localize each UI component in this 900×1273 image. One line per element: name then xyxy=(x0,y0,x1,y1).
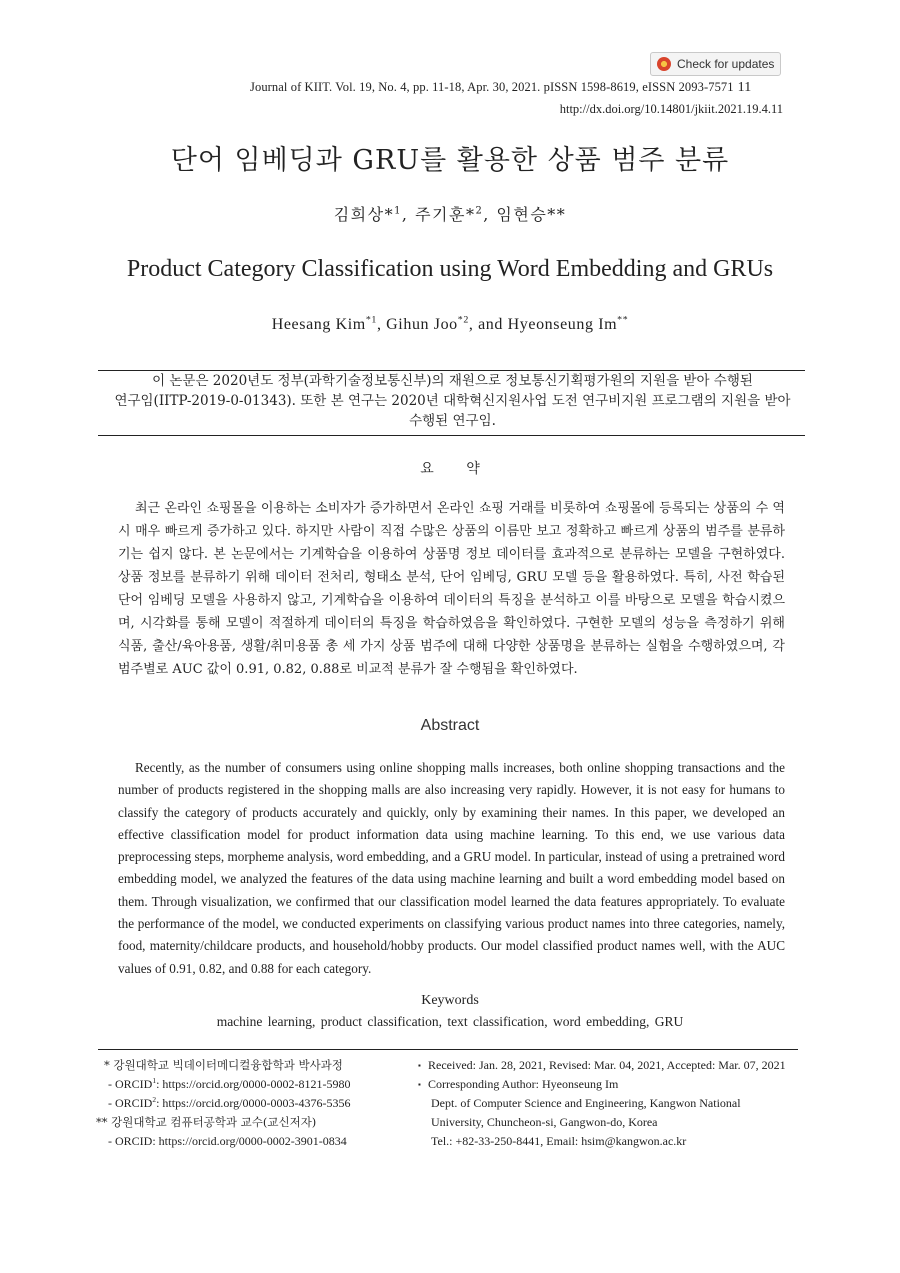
author-ko-name: 주기훈 xyxy=(415,205,466,224)
title-korean: 단어 임베딩과 GRU를 활용한 상품 범주 분류 xyxy=(170,145,730,176)
funding-line: 연구임(IITP-2019-0-01343). 또한 본 연구는 2020년 대학혁신지원사업 도전 연구비지원 프로그램의 지원을 받아 xyxy=(114,393,791,409)
journal-citation xyxy=(250,80,805,96)
author-en-name: Hyeonseung Im xyxy=(507,316,618,333)
author-ko-sup: 2 xyxy=(475,205,484,217)
contact-info: Tel.: +82-33-250-8441, Email: hsim@kangwon.ac.kr xyxy=(431,1134,687,1148)
abstract-ko-body: 최근 온라인 쇼핑몰을 이용하는 소비자가 증가하면서 온라인 쇼핑 거래를 비롯하여 쇼핑몰에 등록되는 상품의 수 역시 매우 빠르게 증가하고 있다. 하지만 사람이 직접 수많은 상품의 이름만 보고 정확하고 빠르게 상품의 범주를 분류하기는 쉽지 않다. 본 논문에서는 기계학습을 이용하여 상품명 정보 데이터를 효과적으로 분류하는 모델을 구현하였다. 상품 정보를 분류하기 위해 데이터 전처리, 형태소 분석, 단어 임베딩, GRU 모델 등을 활용하였다. 특히, 사전 학습된 단어 임베딩 모델을 사용하지 않고, 기계학습을 이용하여 데이터의 특징을 분석하고 이를 바탕으로 모델을 학습시켰으며, 시각화를 통해 모델이 적절하게 데이터의 특징을 학습하였음을 확인하였다. 구현한 모델의 성능을 측정하기 위해 식품, 출산/육아용품, 생활/취미용품 총 세 가지 상품 범주에 대해 다양한 상품명을 분류하는 실험을 수행하였으며, 각 범주별로 AUC 값이 0.91, 0.82, 0.88로 비교적 분류가 잘 수행됨을 확인하였다. xyxy=(118,501,785,677)
title-english: Product Category Classification using Word Embedding and GRUs xyxy=(126,256,774,282)
author-joiner: , and xyxy=(468,316,508,333)
bullet-icon: ▪ xyxy=(418,1080,421,1089)
author-en-name: Gihun Joo xyxy=(386,316,458,333)
author-en-sup: *1 xyxy=(365,314,377,326)
crossmark-icon xyxy=(657,57,671,71)
author-ko-mark: ** xyxy=(547,205,567,224)
orcid-2 xyxy=(96,1094,426,1113)
received-dates: ▪ Received: Jan. 28, 2021, Revised: Mar. 04, 2021, Accepted: Mar. 07, 2021 xyxy=(418,1056,813,1075)
funding-note xyxy=(110,371,795,431)
orcid-sup: 1 xyxy=(152,1076,157,1085)
keywords-heading: Keywords xyxy=(421,993,479,1008)
orcid-url[interactable]: : https://orcid.org/0000-0002-8121-5980 xyxy=(156,1077,351,1091)
author-en-sup: *2 xyxy=(457,314,469,326)
author-en-name: Heesang Kim xyxy=(271,316,366,333)
author-ko-mark: * xyxy=(384,205,395,224)
abstract-en-body: Recently, as the number of consumers using online shopping malls increases, both online shopping transactions and the number of products registered in the shopping malls are also increasing very rapidly. However, it is not easy for humans to classify the category of products accurately and quickly, only by examining their names. In this paper, we developed an effective classification model for product information data using machine learning. To this end, we use various data preprocessing steps, morpheme analysis, word embedding, and a GRU model. In particular, instead of using a pretrained word embedding model, we analyzed the features of the data using machine learning and built a word embedding model based on them. Through visualization, we confirmed that our classification model learned the data features appropriately. To evaluate the performance of the model, we conducted experiments on classifying various product names into three categories, namely, food, maternity/childcare products, and household/hobby products. Our model classified product names well, with the AUC values of 0.91, 0.82, and 0.88 for each category. xyxy=(118,760,785,976)
footnotes-correspondence xyxy=(418,1056,813,1151)
author-ko-name: 임현승 xyxy=(496,205,548,224)
author-joiner: , xyxy=(376,316,387,333)
abstract-en-heading: Abstract xyxy=(420,717,480,734)
orcid-1 xyxy=(96,1075,426,1094)
funding-line: 수행된 연구임. xyxy=(409,413,496,429)
divider-bottom xyxy=(98,435,805,436)
orcid-3[interactable]: - ORCID: https://orcid.org/0000-0002-3901-0834 xyxy=(108,1134,347,1148)
keywords-list: machine learning, product classification, text classification, word embedding, GRU xyxy=(216,1014,684,1029)
author-ko-sup: 1 xyxy=(394,205,402,217)
author-ko-name: 김희상 xyxy=(333,205,385,224)
department-line-2: University, Chuncheon-si, Gangwon-do, Korea xyxy=(431,1115,658,1129)
page-number: 11 xyxy=(737,80,752,95)
authors-english xyxy=(0,316,900,334)
author-en-sup: ** xyxy=(617,314,629,326)
check-for-updates-badge[interactable] xyxy=(650,52,781,76)
abstract-ko-heading: 요 약 xyxy=(420,461,494,477)
corresponding-author: ▪ Corresponding Author: Hyeonseung Im xyxy=(418,1075,813,1094)
department-line-1: Dept. of Computer Science and Engineering, Kangwon National xyxy=(431,1096,741,1110)
orcid-label: - ORCID xyxy=(108,1077,153,1091)
journal-citation-text: Journal of KIIT. Vol. 19, No. 4, pp. 11-18, Apr. 30, 2021. pISSN 1598-8619, eISSN 2093-7571 xyxy=(250,80,734,94)
bullet-icon: ▪ xyxy=(418,1061,421,1070)
affiliation-1: * 강원대학교 빅데이터메디컬융합학과 박사과정 xyxy=(104,1058,343,1072)
funding-line: 이 논문은 2020년도 정부(과학기술정보통신부)의 재원으로 정보통신기획평가원의 지원을 받아 수행된 xyxy=(152,373,753,389)
orcid-url[interactable]: : https://orcid.org/0000-0003-4376-5356 xyxy=(156,1096,351,1110)
orcid-sup: 2 xyxy=(152,1095,157,1104)
orcid-label: - ORCID xyxy=(108,1096,153,1110)
authors-korean: 김희상*$^1$, 주기훈*$^2$, 임현승** xyxy=(333,205,567,224)
author-ko-mark: * xyxy=(465,205,476,224)
doi-link[interactable]: http://dx.doi.org/10.14801/jkiit.2021.19.4.11 xyxy=(559,102,783,116)
affiliation-2: ** 강원대학교 컴퓨터공학과 교수(교신저자) xyxy=(96,1115,317,1129)
footnote-divider xyxy=(98,1049,798,1050)
check-for-updates-label: Check for updates xyxy=(677,57,775,71)
footnotes-affiliations xyxy=(96,1056,426,1151)
